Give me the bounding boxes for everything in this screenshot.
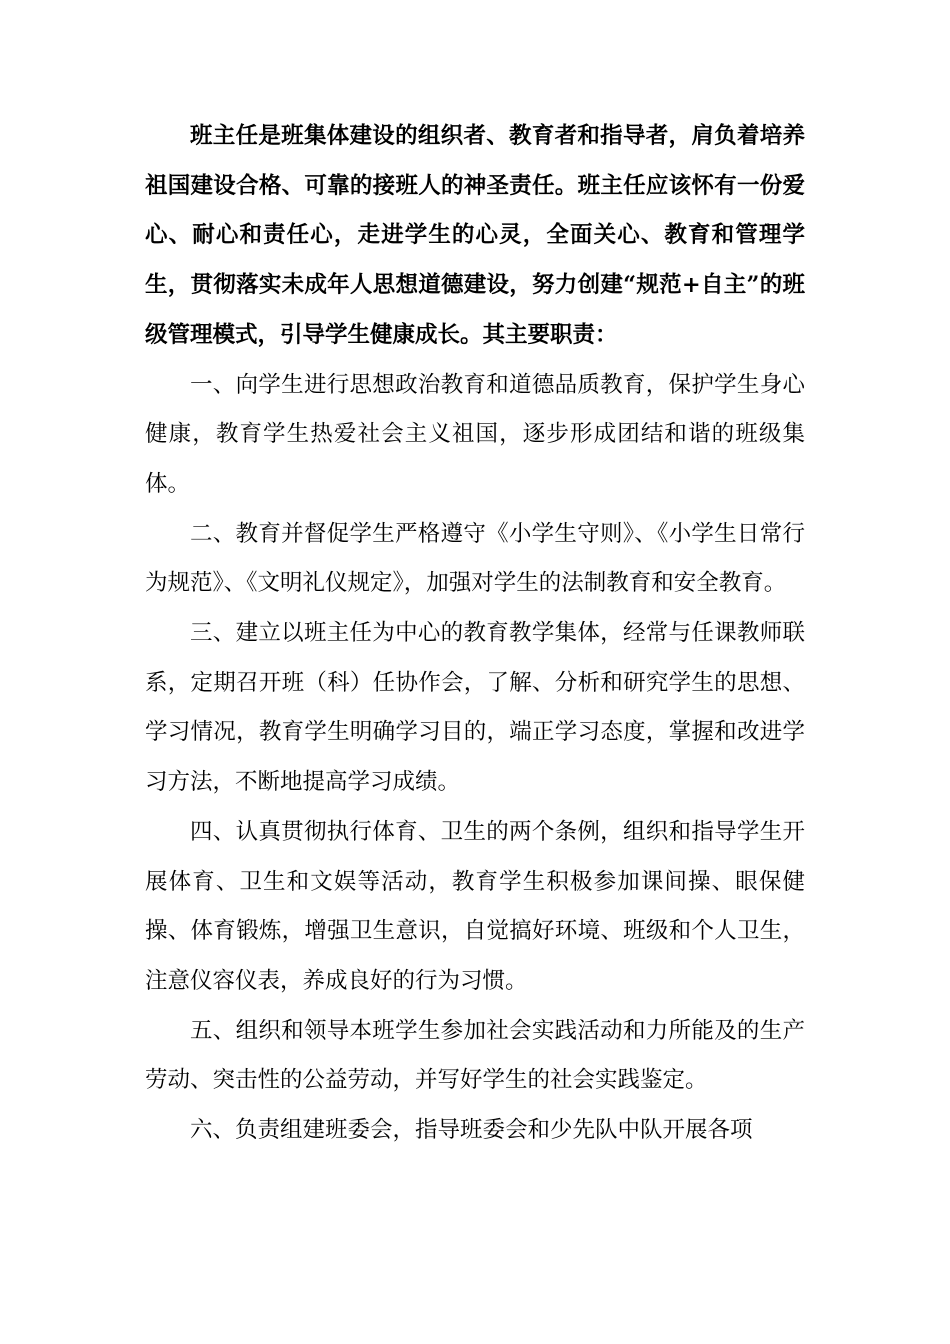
duty-paragraph-5: 五、组织和领导本班学生参加社会实践活动和力所能及的生产劳动、突击性的公益劳动，并写好学生的社会实践鉴定。 [145, 1017, 805, 1094]
duty-paragraph-1: 一、向学生进行思想政治教育和道德品质教育，保护学生身心健康，教育学生热爱社会主义祖国，逐步形成团结和谐的班级集体。 [145, 371, 805, 497]
intro-paragraph: 班主任是班集体建设的组织者、教育者和指导者，肩负着培养祖国建设合格、可靠的接班人的神圣责任。班主任应该怀有一份爱心、耐心和责任心，走进学生的心灵，全面关心、教育和管理学生，贯彻落实未成年人思想道德建设，努力创建“规范+自主”的班级管理模式，引导学生健康成长。其主要职责： [145, 123, 805, 348]
duty-paragraph-6: 六、负责组建班委会，指导班委会和少先队中队开展各项 [190, 1117, 753, 1144]
duty-paragraph-4: 四、认真贯彻执行体育、卫生的两个条例，组织和指导学生开展体育、卫生和文娱等活动，教育学生积极参加课间操、眼保健操、体育锻炼，增强卫生意识，自觉搞好环境、班级和个人卫生，注意仪容仪表，养成良好的行为习惯。 [145, 818, 805, 994]
duty-paragraph-3: 三、建立以班主任为中心的教育教学集体，经常与任课教师联系，定期召开班（科）任协作会，了解、分析和研究学生的思想、学习情况，教育学生明确学习目的，端正学习态度，掌握和改进学习方法，不断地提高学习成绩。 [145, 620, 805, 796]
document-body [145, 112, 805, 1156]
duty-paragraph-2: 二、教育并督促学生严格遵守《小学生守则》、《小学生日常行为规范》、《文明礼仪规定》，加强对学生的法制教育和安全教育。 [145, 520, 805, 597]
